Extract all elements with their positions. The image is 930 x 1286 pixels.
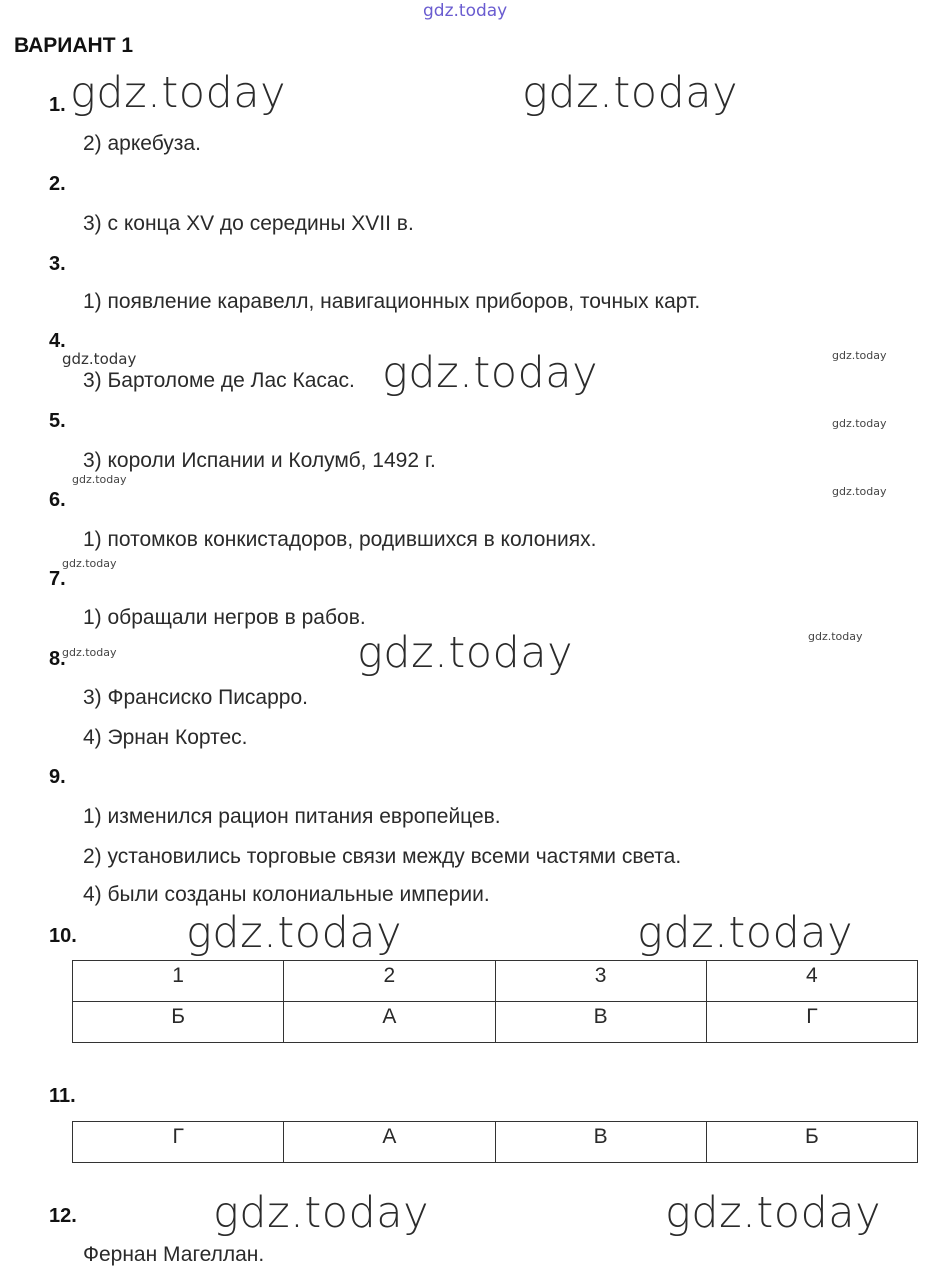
table-cell: А [284,1122,495,1163]
question-number: 4. [49,330,66,352]
watermark: gdz.today [832,417,887,430]
question-number: 5. [49,410,66,432]
table-cell: А [284,1002,495,1043]
question-number: 12. [49,1205,77,1227]
page-title: ВАРИАНТ 1 [14,34,134,57]
table-header-row [73,961,918,1002]
question-number: 9. [49,766,66,788]
question-number: 1. [49,94,66,116]
watermark: gdz.today [70,68,287,118]
table-cell: В [495,1002,706,1043]
table-cell: 1 [73,961,284,1002]
watermark: gdz.today [62,350,137,368]
watermark: gdz.today [832,349,887,362]
question-number: 11. [49,1085,76,1107]
watermark: gdz.today [357,628,574,678]
answer: 3) короли Испании и Колумб, 1492 г. [83,449,436,472]
watermark: gdz.today [186,908,403,958]
answer: 3) Бартоломе де Лас Касас. [83,369,355,392]
watermark: gdz.today [665,1188,882,1238]
table-cell: 4 [706,961,917,1002]
answer: Фернан Магеллан. [83,1243,265,1266]
answer: 1) потомков конкистадоров, родившихся в колониях. [83,528,597,551]
table-row [73,1122,918,1163]
watermark-top: gdz.today [423,1,508,21]
answer: 3) с конца XV до середины XVII в. [83,212,414,235]
question-number: 2. [49,173,66,195]
question-number: 7. [49,568,66,590]
answer-table [72,960,918,1043]
table-cell: 3 [495,961,706,1002]
watermark: gdz.today [62,646,117,659]
answer-table [72,1121,918,1163]
watermark: gdz.today [637,908,854,958]
watermark: gdz.today [808,630,863,643]
question-number: 3. [49,253,66,275]
table-cell: Г [73,1122,284,1163]
watermark: gdz.today [62,557,117,570]
answer: 1) обращали негров в рабов. [83,606,366,629]
table-cell: Г [706,1002,917,1043]
answer: 2) установились торговые связи между всеми частями света. [83,845,682,868]
watermark: gdz.today [382,348,599,398]
table-cell: В [495,1122,706,1163]
question-number: 10. [49,925,77,947]
answer: 1) изменился рацион питания европейцев. [83,805,501,828]
answer: 4) Эрнан Кортес. [83,726,248,749]
answer: 1) появление каравелл, навигационных приборов, точных карт. [83,290,701,313]
watermark: gdz.today [72,473,127,486]
table-cell: Б [73,1002,284,1043]
watermark: gdz.today [213,1188,430,1238]
table-row [73,1002,918,1043]
answer: 3) Франсиско Писарро. [83,686,308,709]
answer: 2) аркебуза. [83,132,201,155]
answer: 4) были созданы колониальные империи. [83,883,490,906]
watermark: gdz.today [522,68,739,118]
question-number: 6. [49,489,66,511]
watermark: gdz.today [832,485,887,498]
table-cell: 2 [284,961,495,1002]
question-number: 8. [49,648,66,670]
table-cell: Б [706,1122,917,1163]
